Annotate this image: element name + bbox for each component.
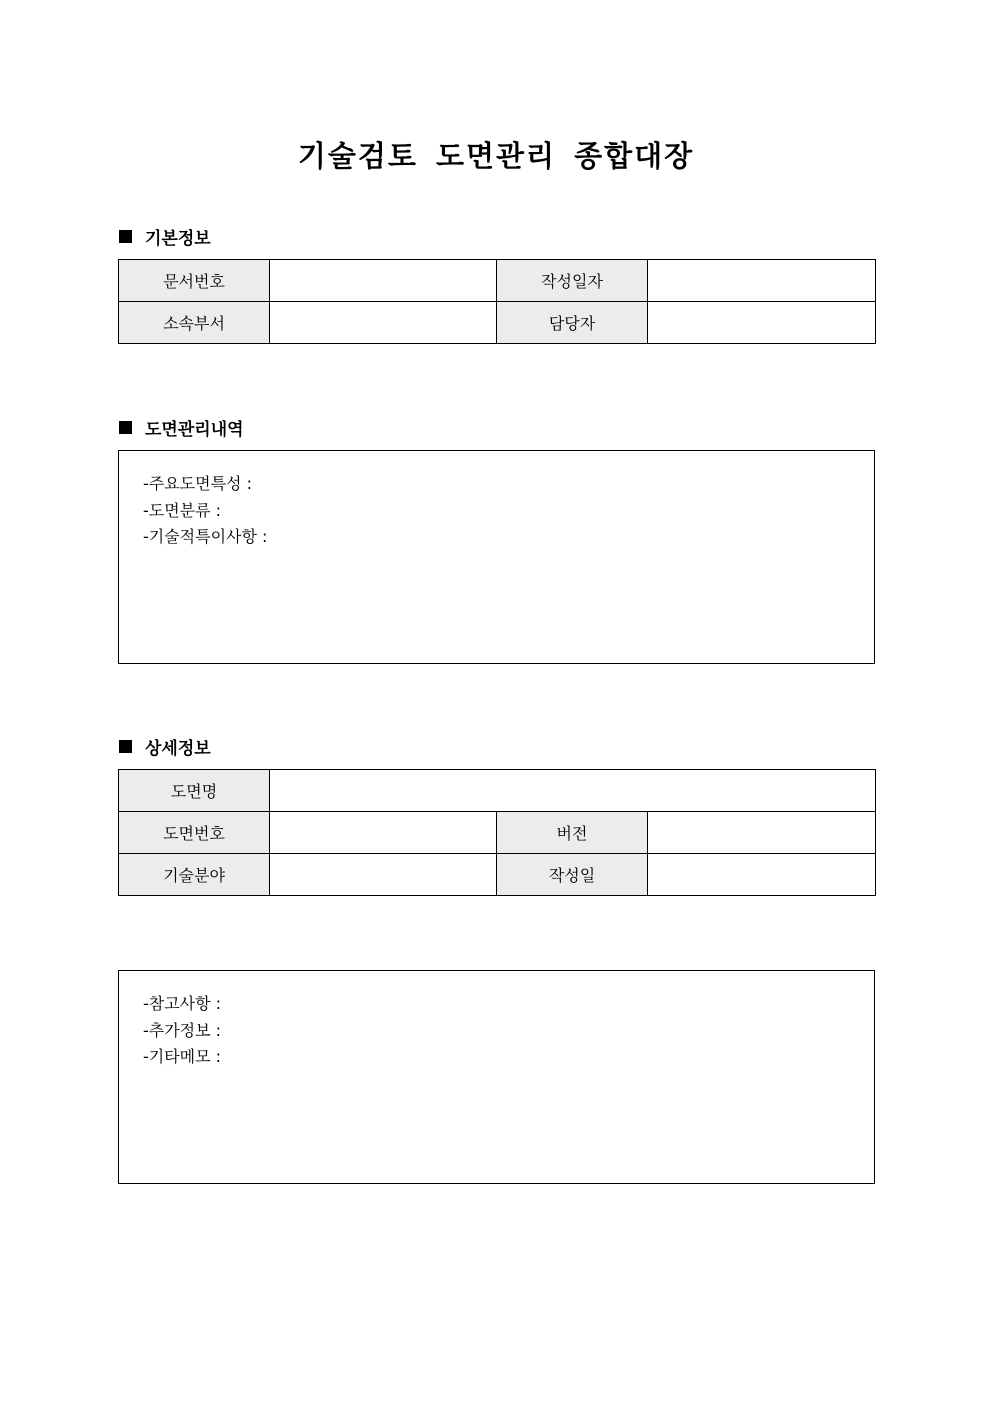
label-created-date: 작성일자 [497,260,648,302]
technical-field-field[interactable] [270,854,497,896]
square-bullet-icon [119,230,132,243]
line-drawing-classification: -도면분류 : [143,500,222,520]
table-row [119,812,876,854]
label-drawing-number: 도면번호 [119,812,270,854]
label-document-number: 문서번호 [119,260,270,302]
label-drawing-name: 도면명 [119,770,270,812]
person-in-charge-field[interactable] [648,302,876,344]
table-row [119,302,876,344]
section-heading-basic-info [119,224,211,249]
square-bullet-icon [119,740,132,753]
department-field[interactable] [270,302,497,344]
line-additional-info: -추가정보 : [143,1020,222,1040]
section-heading-detail-info [119,734,211,759]
notes-lines [143,991,221,1071]
created-date-field[interactable] [648,260,876,302]
detail-info-table [118,769,876,896]
table-row [119,260,876,302]
label-department: 소속부서 [119,302,270,344]
written-date-field[interactable] [648,854,876,896]
version-field[interactable] [648,812,876,854]
table-row [119,770,876,812]
label-technical-field: 기술분야 [119,854,270,896]
label-person-in-charge: 담당자 [497,302,648,344]
document-number-field[interactable] [270,260,497,302]
document-title: 기술검토 도면관리 종합대장 [297,139,695,173]
section-heading-label: 상세정보 [145,739,211,759]
label-version: 버전 [497,812,648,854]
line-main-characteristics: -주요도면특성 : [143,474,252,493]
line-other-memo: -기타메모 : [143,1047,222,1066]
drawing-management-box[interactable] [118,450,875,664]
line-technical-notes: -기술적특이사항 : [143,527,268,546]
square-bullet-icon [119,421,132,434]
drawing-management-lines [143,471,267,551]
table-row [119,854,876,896]
label-written-date: 작성일 [497,854,648,896]
drawing-name-field[interactable] [270,770,876,812]
section-heading-label: 기본정보 [145,229,211,249]
basic-info-table [118,259,876,344]
section-heading-label: 도면관리내역 [145,420,244,440]
line-reference: -참고사항 : [143,994,222,1013]
notes-box[interactable] [118,970,875,1184]
section-heading-drawing-management [119,415,244,440]
drawing-number-field[interactable] [270,812,497,854]
